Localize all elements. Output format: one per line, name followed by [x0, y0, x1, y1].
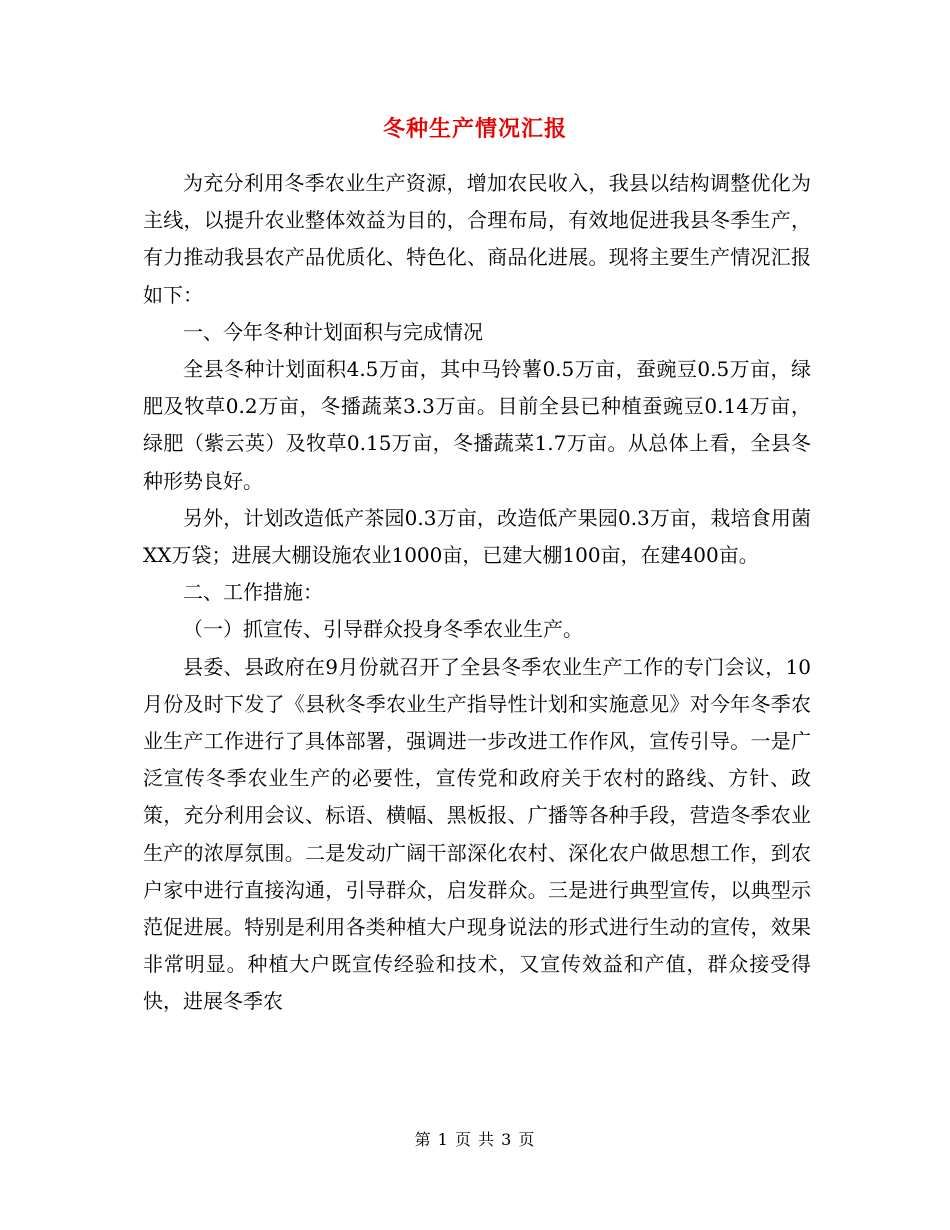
- document-title: 冬种生产情况汇报: [382, 116, 567, 142]
- measures-paragraph: 县委、县政府在9月份就召开了全县冬季农业生产工作的专门会议，10月份及时下发了《县秋冬季农业生产指导性计划和实施意见》对今年冬季农业生产工作进行了具体部署，强调进一步改进工作作风，宣传引导。一是广泛宣传冬季农业生产的必要性，宣传党和政府关于农村的路线、方针、政策，充分利用会议、标语、横幅、黑板报、广播等各种手段，营造冬季农业生产的浓厚氛围。二是发动广阔干部深化农村、深化农户做思想工作，到农户家中进行直接沟通，引导群众，启发群众。三是进行典型宣传，以典型示范促进展。特别是利用各类种植大户现身说法的形式进行生动的宣传，效果非常明显。种植大户既宣传经验和技术，又宣传效益和产值，群众接受得快，进展冬季农: [143, 654, 811, 1014]
- additional-plan-paragraph: 另外，计划改造低产茶园0.3万亩，改造低产果园0.3万亩，栽培食用菌XX万袋；进展大棚设施农业1000亩，已建大棚100亩，在建400亩。: [143, 505, 811, 568]
- section-heading-1: 一、今年冬种计划面积与完成情况: [183, 319, 483, 344]
- plan-area-paragraph: 全县冬种计划面积4.5万亩，其中马铃薯0.5万亩，蚕豌豆0.5万亩，绿肥及牧草0.2万亩，冬播蔬菜3.3万亩。目前全县已种植蚕豌豆0.14万亩，绿肥（紫云英）及牧草0.15万亩，冬播蔬菜1.7万亩。从总体上看，全县冬种形势良好。: [143, 357, 811, 493]
- intro-paragraph: 为充分利用冬季农业生产资源，增加农民收入，我县以结构调整优化为主线，以提升农业整体效益为目的，合理布局，有效地促进我县冬季生产，有力推动我县农产品优质化、特色化、商品化进展。现将主要生产情况汇报如下：: [143, 171, 811, 307]
- section-heading-2: 二、工作措施：: [183, 580, 323, 605]
- page-footer: 第 1 页 共 3 页: [414, 1130, 536, 1149]
- document-body: [143, 165, 811, 1021]
- subsection-heading-1: （一）抓宣传、引导群众投身冬季农业生产。: [183, 617, 583, 642]
